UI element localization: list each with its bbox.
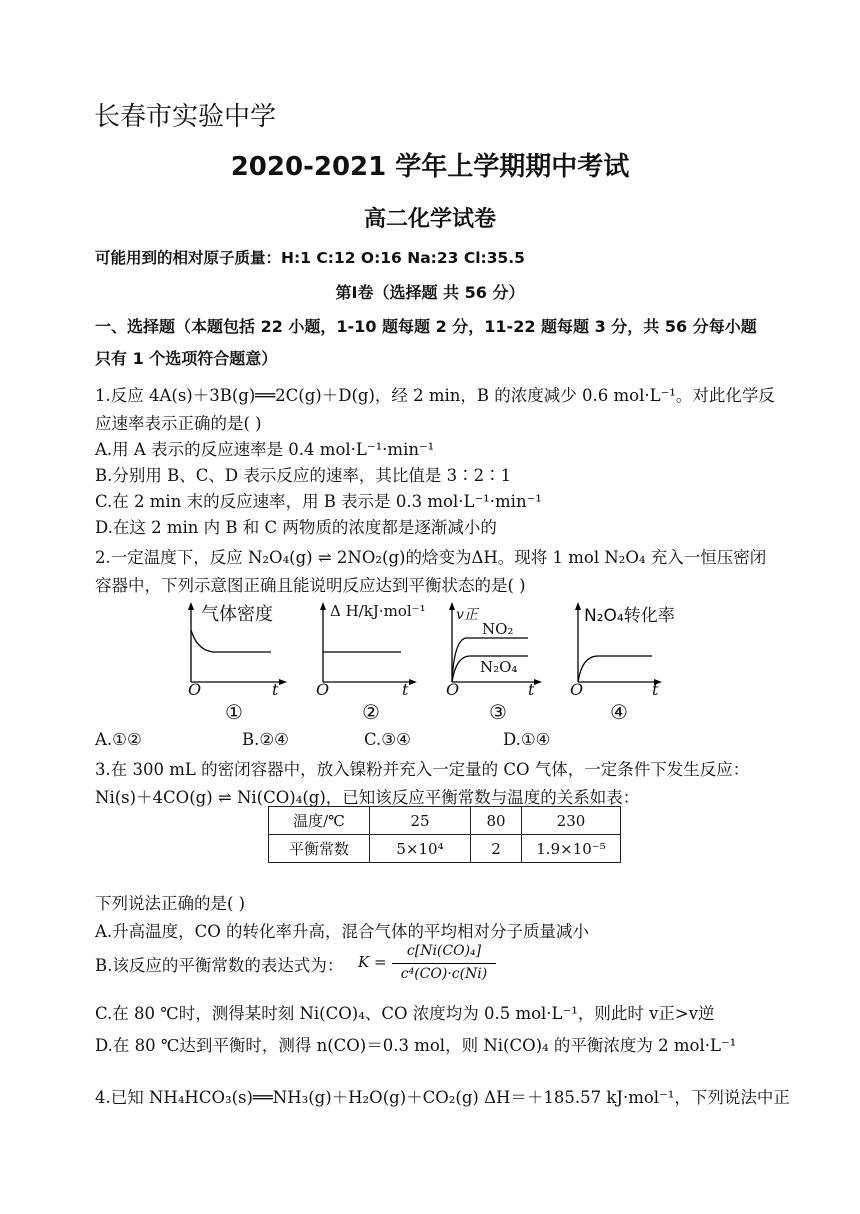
graph-4-ylabel: N₂O₄转化率 [584, 606, 675, 626]
k-symbol: K = [358, 953, 387, 971]
table-cell: 230 [522, 807, 621, 835]
exam-subtitle: 高二化学试卷 [363, 207, 496, 232]
exam-title: 2020-2021 学年上学期期中考试 [230, 152, 630, 182]
part1-title: 第Ⅰ卷（选择题 共 56 分） [335, 283, 525, 302]
q2-stem-1: 2.一定温度下，反应 N₂O₄(g) ⇌ 2NO₂(g)的焓变为ΔH。现将 1 mol N₂O₄ 充入一恒压密闭 [95, 548, 767, 567]
q2-stem-2: 容器中，下列示意图正确且能说明反应达到平衡状态的是( ) [95, 576, 526, 595]
q3-option-a: A.升高温度，CO 的转化率升高，混合气体的平均相对分子质量减小 [95, 922, 590, 941]
q2-option-b: B.②④ [242, 730, 289, 749]
graph-4-xlabel: t [652, 680, 659, 699]
graph-3-number: ③ [489, 700, 507, 724]
school-name: 长春市实验中学 [94, 102, 277, 132]
table-cell: 1.9×10⁻⁵ [522, 835, 621, 863]
graph-4-number: ④ [610, 700, 628, 724]
graph-1-xlabel: t [272, 680, 279, 699]
k-denominator: c⁴(CO)·c(Ni) [400, 966, 488, 982]
q1-option-a: A.用 A 表示的反应速率是 0.4 mol·L⁻¹·min⁻¹ [95, 440, 435, 459]
graph-2-origin: O [316, 680, 330, 699]
q3-option-d: D.在 80 ℃达到平衡时，测得 n(CO)＝0.3 mol，则 Ni(CO)₄ 的平衡浓度为 2 mol·L⁻¹ [95, 1036, 737, 1055]
table-cell: 温度/℃ [269, 807, 370, 835]
table-row [269, 807, 621, 835]
table-cell: 25 [370, 807, 471, 835]
graph-3-ylabel: v正 [456, 607, 478, 623]
table-cell: 平衡常数 [269, 835, 370, 863]
q3-stem-1: 3.在 300 mL 的密闭容器中，放入镍粉并充入一定量的 CO 气体，一定条件下发生反应： [95, 760, 750, 779]
fraction-bar [392, 963, 496, 964]
table-cell: 5×10⁴ [370, 835, 471, 863]
q3-stem-3: 下列说法正确的是( ) [95, 894, 246, 913]
q4-stem-1: 4.已知 NH₄HCO₃(s)══NH₃(g)＋H₂O(g)＋CO₂(g) ΔH＝＋185.57 kJ·mol⁻¹，下列说法中正 [95, 1088, 790, 1107]
q1-option-c: C.在 2 min 末的反应速率，用 B 表示是 0.3 mol·L⁻¹·min⁻¹ [95, 492, 542, 511]
graph-3-origin: O [446, 680, 460, 699]
graph-3-xlabel: t [528, 680, 535, 699]
k-numerator: c[Ni(CO)₄] [406, 943, 482, 959]
graph-4-origin: O [570, 680, 584, 699]
graph-1-number: ① [225, 700, 243, 724]
graph-1-ylabel: 气体密度 [201, 604, 273, 625]
table-cell: 2 [471, 835, 522, 863]
graph-3-curve-no2: NO₂ [482, 620, 514, 638]
equilibrium-table [268, 806, 621, 863]
graph-1-origin: O [188, 680, 202, 699]
section1-line2: 只有 1 个选项符合题意） [95, 349, 278, 368]
q3-stem-2: Ni(s)＋4CO(g) ⇌ Ni(CO)₄(g)，已知该反应平衡常数与温度的关系如表： [95, 788, 640, 807]
table-row [269, 835, 621, 863]
q2-option-a: A.①② [95, 730, 142, 749]
graph-3-curve-n2o4: N₂O₄ [480, 658, 518, 676]
graph-2-number: ② [362, 700, 380, 724]
q1-option-b: B.分别用 B、C、D 表示反应的速率，其比值是 3∶2∶1 [95, 466, 512, 485]
q2-option-c: C.③④ [364, 730, 411, 749]
atomic-masses: 可能用到的相对原子质量：H:1 C:12 O:16 Na:23 Cl:35.5 [95, 249, 525, 267]
table-cell: 80 [471, 807, 522, 835]
q1-option-d: D.在这 2 min 内 B 和 C 两物质的浓度都是逐渐减小的 [95, 518, 497, 537]
graph-2-xlabel: t [402, 680, 409, 699]
q2-option-d: D.①④ [503, 730, 551, 749]
q3-option-c: C.在 80 ℃时，测得某时刻 Ni(CO)₄、CO 浓度均为 0.5 mol·L⁻¹，则此时 v正>v逆 [95, 1004, 715, 1023]
q1-stem-2: 应速率表示正确的是( ) [95, 414, 262, 433]
section1-line1: 一、选择题（本题包括 22 小题，1-10 题每题 2 分，11-22 题每题 3 分，共 56 分每小题 [95, 317, 757, 336]
q3-option-b: B.该反应的平衡常数的表达式为： [95, 956, 344, 975]
graph-2-ylabel: Δ H/kJ·mol⁻¹ [330, 602, 426, 620]
q1-stem-1: 1.反应 4A(s)＋3B(g)══2C(g)＋D(g)，经 2 min，B 的浓度减少 0.6 mol·L⁻¹。对此化学反 [95, 386, 775, 405]
